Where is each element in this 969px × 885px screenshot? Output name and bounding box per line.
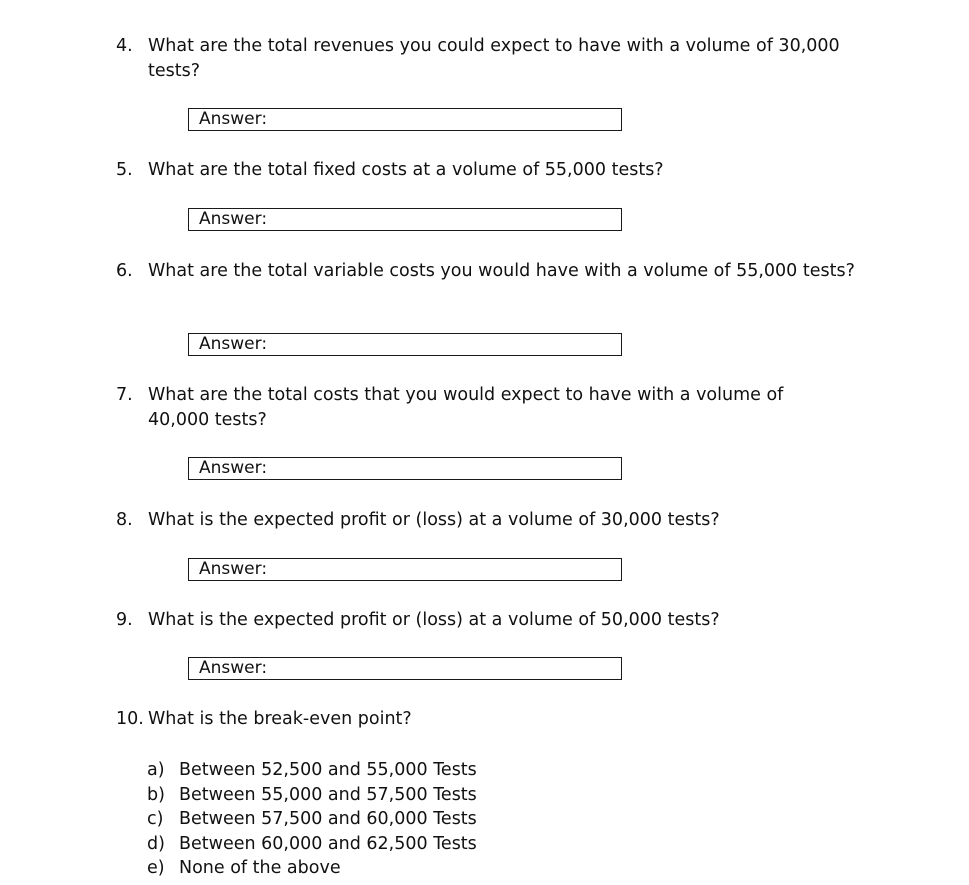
- answer-label: Answer:: [199, 458, 268, 478]
- question-8: [116, 508, 876, 533]
- question-text: What are the total fixed costs at a volume of 55,000 tests?: [148, 160, 664, 180]
- option-c[interactable]: [147, 807, 477, 832]
- option-d[interactable]: [147, 832, 477, 857]
- question-number: 7.: [116, 385, 133, 405]
- option-text: Between 57,500 and 60,000 Tests: [179, 809, 477, 829]
- option-a[interactable]: [147, 758, 477, 783]
- answer-field-4[interactable]: [188, 108, 622, 131]
- question-9: [116, 608, 876, 633]
- option-letter: b): [147, 784, 165, 805]
- question-text: What are the total costs that you would expect to have with a volume of 40,000 tests?: [148, 385, 784, 430]
- question-text: What are the total revenues you could expect to have with a volume of 30,000 tests?: [148, 36, 840, 81]
- question-number: 9.: [116, 610, 133, 630]
- option-letter: a): [147, 760, 165, 780]
- question-number: 5.: [116, 160, 133, 180]
- option-text: Between 60,000 and 62,500 Tests: [179, 833, 477, 854]
- answer-label: Answer:: [199, 334, 268, 354]
- option-b[interactable]: [147, 783, 477, 808]
- answer-label: Answer:: [199, 559, 268, 579]
- answer-options: [147, 758, 477, 881]
- question-6: [116, 259, 876, 284]
- question-5: [116, 158, 876, 183]
- question-4: [116, 34, 876, 84]
- question-number: 8.: [116, 510, 133, 530]
- answer-field-6[interactable]: [188, 333, 622, 356]
- question-text: What are the total variable costs you would have with a volume of 55,000 tests?: [148, 261, 855, 281]
- answer-label: Answer:: [199, 109, 268, 129]
- question-7: [116, 383, 876, 433]
- question-text: What is the expected profit or (loss) at a volume of 50,000 tests?: [148, 610, 720, 630]
- question-text: What is the expected profit or (loss) at a volume of 30,000 tests?: [148, 510, 720, 530]
- question-number: 4.: [116, 36, 133, 56]
- option-text: None of the above: [179, 858, 341, 878]
- question-text: What is the break-even point?: [148, 709, 412, 729]
- answer-field-8[interactable]: [188, 558, 622, 581]
- option-text: Between 52,500 and 55,000 Tests: [179, 760, 477, 780]
- option-letter: d): [147, 833, 165, 854]
- option-letter: e): [147, 858, 165, 878]
- answer-field-7[interactable]: [188, 457, 622, 480]
- question-number: 10.: [116, 709, 144, 729]
- option-e[interactable]: [147, 856, 477, 881]
- question-10: [116, 707, 876, 732]
- option-letter: c): [147, 809, 164, 829]
- answer-label: Answer:: [199, 658, 268, 678]
- option-text: Between 55,000 and 57,500 Tests: [179, 784, 477, 805]
- answer-label: Answer:: [199, 209, 268, 229]
- answer-field-9[interactable]: [188, 657, 622, 680]
- question-number: 6.: [116, 261, 133, 281]
- answer-field-5[interactable]: [188, 208, 622, 231]
